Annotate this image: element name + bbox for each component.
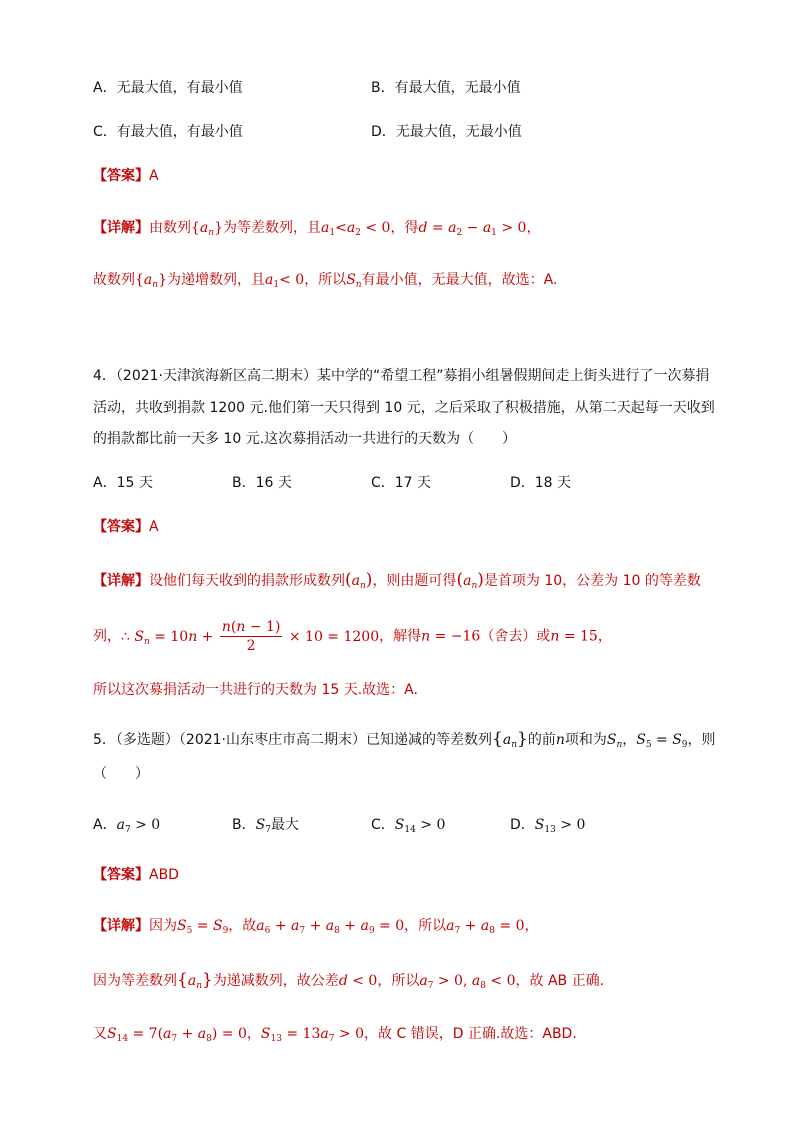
- q5-stem-line-1: [93, 729, 716, 750]
- q3-detail-line-2: [93, 270, 557, 290]
- q3-option-d: D．无最大值，无最小值: [371, 124, 522, 140]
- punct: ，: [524, 918, 539, 934]
- option-label: A．: [93, 817, 117, 833]
- math-expression: ∴ $S_n = 10n$ + $\frac{n(n - 1)}{2}$ × 10 = 1200: [121, 619, 380, 654]
- q5-option-c: [371, 815, 445, 835]
- math-expression: $a_7 > 0$, $a_8 < 0$: [419, 973, 516, 991]
- q4-detail-line-2: [93, 618, 612, 655]
- math-expression: $a_6 + a_7 + a_8 + a_9 = 0$: [256, 918, 405, 936]
- detail-text: 设他们每天收到的捐款形成数列: [149, 573, 345, 589]
- q5-option-a: [93, 815, 160, 835]
- punct: ，: [246, 1026, 261, 1042]
- math-expression: n: [555, 732, 565, 748]
- math-expression: $a_7 + a_8 = 0$: [446, 918, 525, 936]
- detail-text: 为递减数列，故公差: [212, 973, 339, 989]
- option-text: 最大: [270, 817, 299, 833]
- answer-value: ABD: [149, 867, 179, 883]
- detail-label: 【详解】: [93, 220, 149, 236]
- detail-label: 【详解】: [93, 573, 149, 589]
- q4-option-b: B．16 天: [232, 475, 292, 491]
- q4-answer: [93, 517, 159, 537]
- math-expression: $\{a_n\}$: [177, 970, 213, 991]
- option-label: D．: [510, 817, 535, 833]
- stem-text: ，则: [687, 732, 716, 748]
- math-expression: $S_5 = S_9$: [177, 918, 229, 936]
- detail-text: （舍去）或: [480, 628, 551, 645]
- math-expression: $\{a_n\}$: [135, 272, 167, 290]
- q4-option-c: C．17 天: [371, 475, 432, 491]
- answer-label: 【答案】: [93, 168, 149, 184]
- math-expression: d < 0: [338, 973, 378, 989]
- punct: ，: [622, 732, 637, 748]
- math-expression: $a_1<a_2 < 0$: [321, 220, 391, 238]
- q3-option-c: C．有最大值，有最小值: [93, 124, 243, 140]
- q4-option-d: D．18 天: [510, 475, 572, 491]
- answer-value: A: [149, 519, 159, 535]
- answer-label: 【答案】: [93, 519, 149, 535]
- q4-detail-line-3: 所以这次募捐活动一共进行的天数为 15 天.故选：A.: [93, 682, 418, 698]
- math-expression: $S_n$: [346, 272, 362, 290]
- detail-text: 为等差数列，且: [223, 220, 321, 236]
- math-expression: $S_n$: [606, 732, 623, 750]
- math-expression: $S_{13} = 13a_7 > 0$: [260, 1026, 365, 1044]
- q5-option-b: [232, 815, 299, 835]
- detail-text: ，所以: [304, 272, 347, 288]
- answer-label: 【答案】: [93, 867, 149, 883]
- q5-detail-line-1: [93, 916, 539, 936]
- stem-text: 5．（多选题）（2021·山东枣庄市高二期末）已知递减的等差数列: [93, 732, 492, 748]
- detail-text: 故数列: [93, 272, 135, 288]
- detail-text: ，故: [228, 918, 257, 934]
- q4-detail-line-1: [93, 570, 701, 591]
- q3-option-a: A．无最大值，有最小值: [93, 80, 243, 96]
- math-expression: $d = a_2 - a_1 > 0$: [418, 220, 527, 238]
- math-expression: $S_7$: [255, 817, 271, 835]
- q5-answer: [93, 865, 179, 885]
- q5-detail-line-2: [93, 970, 604, 991]
- math-expression: $\{a_n\}$: [191, 220, 223, 238]
- q5-detail-line-3: [93, 1024, 577, 1044]
- detail-text: ，所以: [377, 973, 420, 989]
- q3-answer: [93, 166, 159, 186]
- q4-stem-line-2: 活动，共收到捐款 1200 元.他们第一天只得到 10 元，之后采取了积极措施，从第二天起每一天收到: [93, 400, 715, 416]
- punct: ，: [526, 220, 541, 236]
- detail-text: 列，: [93, 628, 121, 645]
- math-expression: $\{a_n\}$: [492, 729, 528, 750]
- detail-text: ，所以: [404, 918, 447, 934]
- q4-option-a: A．15 天: [93, 475, 153, 491]
- q4-stem-line-1: 4．（2021·天津滨海新区高二期末）某中学的“希望工程”募捐小组暑假期间走上街头进行了一次募捐: [93, 368, 710, 384]
- math-expression: n = −16: [421, 628, 481, 645]
- math-expression: $S_{13} > 0$: [534, 817, 586, 835]
- detail-label: 【详解】: [93, 918, 149, 934]
- q4-stem-line-3: 的捐款都比前一天多 10 元.这次募捐活动一共进行的天数为（ ）: [93, 431, 517, 447]
- detail-text: ，解得: [379, 628, 422, 645]
- q3-detail-line-1: [93, 218, 540, 238]
- math-expression: $a_1< 0$: [265, 272, 305, 290]
- detail-text: 由数列: [149, 220, 191, 236]
- detail-text: 因为: [149, 918, 177, 934]
- punct: ，: [597, 628, 612, 645]
- detail-text: ，故 C 错误，D 正确.故选：ABD.: [364, 1026, 577, 1042]
- detail-text: 是首项为 10，公差为 10 的等差数: [483, 573, 701, 589]
- fraction: $\frac{n(n - 1)}{2}$: [221, 619, 281, 654]
- detail-text: 因为等差数列: [93, 973, 177, 989]
- q3-option-b: B．有最大值，无最小值: [371, 80, 521, 96]
- math-expression: $a_7 > 0$: [116, 817, 161, 835]
- stem-text: 项和为: [564, 732, 607, 748]
- detail-text: 又: [93, 1026, 107, 1042]
- math-expression: $(a_n)$: [345, 570, 373, 591]
- option-label: B．: [232, 817, 256, 833]
- detail-text: 为递增数列，且: [167, 272, 265, 288]
- detail-text: ，则由题可得: [372, 573, 457, 589]
- option-label: C．: [371, 817, 395, 833]
- math-expression: $S_{14} > 0$: [394, 817, 446, 835]
- math-expression: $S_{14} = 7(a_7 + a_8) = 0$: [107, 1026, 247, 1044]
- q5-stem-line-2: （ ）: [93, 766, 149, 782]
- detail-text: ，故 AB 正确.: [515, 973, 605, 989]
- detail-text: ，得: [390, 220, 419, 236]
- detail-text: 有最小值，无最大值，故选：A.: [361, 272, 558, 288]
- q5-option-d: [510, 815, 585, 835]
- stem-text: 的前: [527, 732, 556, 748]
- answer-value: A: [149, 168, 159, 184]
- math-expression: $S_5 = S_9$: [636, 732, 688, 750]
- math-expression: $(a_n)$: [456, 570, 484, 591]
- math-expression: n = 15: [550, 628, 598, 645]
